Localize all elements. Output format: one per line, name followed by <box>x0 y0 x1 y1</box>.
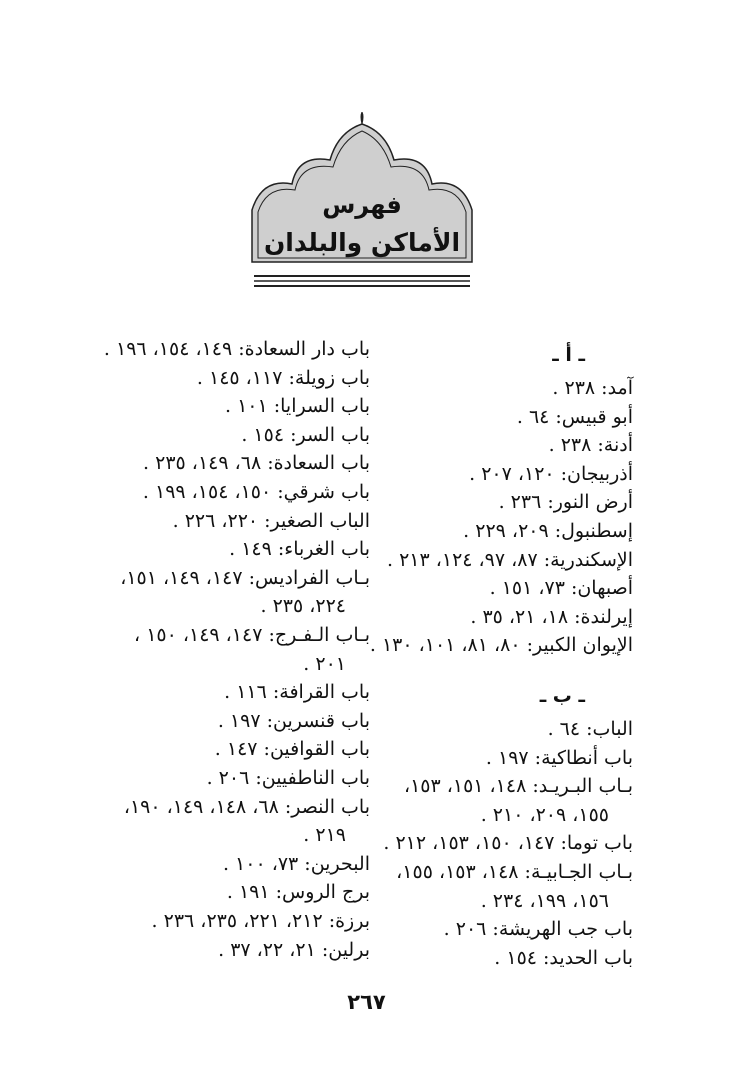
index-entry: باب القرافة: ١١٦ . <box>224 681 370 704</box>
index-entry: أصبهان: ٧٣، ١٥١ . <box>489 577 633 600</box>
index-entry: أذربيجان: ١٢٠، ٢٠٧ . <box>469 462 633 485</box>
index-entry: برج الروس: ١٩١ . <box>226 881 370 904</box>
index-entry: باب دار السعادة: ١٤٩، ١٥٤، ١٩٦ . <box>103 338 370 360</box>
index-entry: باب جب الهريشة: ٢٠٦ . <box>443 918 633 941</box>
index-subtitle: الأماكن والبلدان <box>263 228 461 257</box>
index-entry: ١٥٦، ١٩٩، ٢٣٤ . <box>480 889 609 912</box>
index-entry: باب زويلة: ١١٧، ١٤٥ . <box>196 366 370 389</box>
index-entry: الإسكندرية: ٨٧، ٩٧، ١٢٤، ٢١٣ . <box>386 548 633 571</box>
index-entry: باب السعادة: ٦٨، ١٤٩، ٢٣٥ . <box>143 452 370 475</box>
index-entry: برزة: ٢١٢، ٢٢١، ٢٣٥، ٢٣٦ . <box>151 910 370 932</box>
index-entry: باب توما: ١٤٧، ١٥٠، ١٥٣، ٢١٢ . <box>383 832 633 855</box>
index-entry: أبو قبيس: ٦٤ . <box>516 405 633 428</box>
index-entry: ٢١٩ . <box>303 824 346 847</box>
index-entry: ١٥٥، ٢٠٩، ٢١٠ . <box>480 803 609 826</box>
index-title: فهرس <box>322 191 402 219</box>
index-entry: أدنة: ٢٣٨ . <box>548 434 633 457</box>
index-entry: باب السر: ١٥٤ . <box>241 423 370 446</box>
index-entry: برلين: ٢١، ٢٢، ٣٧ . <box>218 938 370 961</box>
index-entry: إسطنبول: ٢٠٩، ٢٢٩ . <box>463 520 633 542</box>
index-entry: باب شرقي: ١٥٠، ١٥٤، ١٩٩ . <box>142 481 370 503</box>
index-entry: باب الحديد: ١٥٤ . <box>494 946 633 969</box>
index-entry: باب أنطاكية: ١٩٧ . <box>485 746 633 769</box>
index-entry: بـاب الفراديس: ١٤٧، ١٤٩، ١٥١، <box>120 566 370 589</box>
index-entry: باب الغرباء: ١٤٩ . <box>229 538 370 561</box>
index-entry: ٢٢٤، ٢٣٥ . <box>260 595 346 618</box>
index-entry: بـاب الـفـرج: ١٤٧، ١٤٩، ١٥٠ ، <box>134 624 370 646</box>
index-entry: بـاب البـريـد: ١٤٨، ١٥١، ١٥٣، <box>403 775 633 798</box>
index-entry: بـاب الجـابيـة: ١٤٨، ١٥٣، ١٥٥، <box>396 861 633 883</box>
index-entry: باب قنسرين: ١٩٧ . <box>217 709 370 732</box>
index-entry: باب النصر: ٦٨، ١٤٨، ١٤٩، ١٩٠، <box>123 795 370 818</box>
section-heading: ـ أ ـ <box>552 344 585 366</box>
index-entry: باب السرايا: ١٠١ . <box>224 395 370 418</box>
index-entry: الباب: ٦٤ . <box>547 718 633 740</box>
index-entry: الباب الصغير: ٢٢٠، ٢٢٦ . <box>172 509 370 532</box>
page-number: ٢٦٧ <box>347 990 386 1014</box>
index-entry: آمد: ٢٣٨ . <box>552 377 633 399</box>
index-entry: ٢٠١ . <box>303 652 346 675</box>
index-entry: باب القوافين: ١٤٧ . <box>214 738 370 761</box>
index-entry: البحرين: ٧٣، ١٠٠ . <box>222 852 370 875</box>
index-entry: الإيوان الكبير: ٨٠، ٨١، ١٠١، ١٣٠ . <box>369 634 633 657</box>
index-entry: أرض النور: ٢٣٦ . <box>498 491 633 514</box>
section-heading: ـ ب ـ <box>539 685 585 707</box>
index-entry: إيرلندة: ١٨، ٢١، ٣٥ . <box>470 605 633 628</box>
index-entry: باب الناطفيين: ٢٠٦ . <box>206 767 370 789</box>
